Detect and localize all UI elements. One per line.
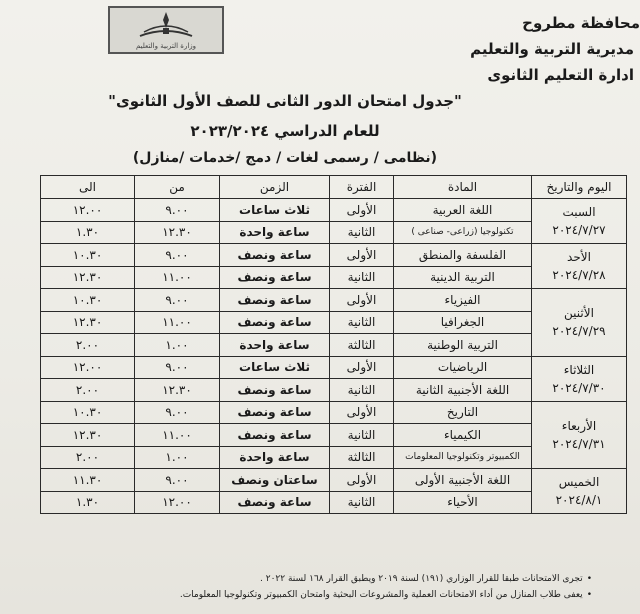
footnote-text: يعفى طلاب المنازل من أداء الامتحانات العملية والمشروعات البحثية وامتحان الكمبيوتر وتكنولوجيا المعلومات.	[179, 590, 583, 600]
day-date: ٢٠٢٤/٧/٢٧	[552, 223, 606, 237]
subject-cell: الفيزياء	[394, 289, 532, 312]
day-name: السبت	[562, 205, 596, 219]
subject-cell: الكيمياء	[394, 424, 532, 447]
footnote-regulations	[260, 574, 592, 584]
to-cell: ١٢.٣٠	[41, 266, 135, 289]
day-name: الأربعاء	[561, 418, 597, 433]
duration-cell: ثلاث ساعات	[220, 199, 330, 222]
day-name: الثلاثاء	[563, 362, 595, 377]
subject-cell: التربية الوطنية	[394, 334, 532, 357]
from-cell: ٩.٠٠	[135, 199, 220, 222]
duration-cell: ساعة ونصف	[220, 379, 330, 402]
day-cell	[532, 401, 627, 469]
to-cell: ١٠.٣٠	[41, 289, 135, 312]
table-row	[41, 244, 627, 267]
student-categories: (نظامى / رسمى لغات / دمج /خدمات /منازل)	[132, 150, 438, 166]
subject-cell: اللغة الأجنبية الثانية	[394, 379, 532, 402]
period-cell: الأولى	[330, 356, 394, 379]
administration-heading: ادارة التعليم الثانوى	[487, 66, 634, 84]
footnote-home-students	[180, 590, 592, 600]
logo-caption: وزارة التربية والتعليم	[135, 42, 197, 50]
table-header-row	[41, 176, 627, 199]
header-from: من	[135, 176, 220, 199]
exam-schedule-table	[40, 175, 627, 514]
subject-cell: الكمبيوتر وتكنولوجيا المعلومات	[394, 446, 532, 469]
to-cell: ١١.٣٠	[41, 469, 135, 492]
period-cell: الأولى	[330, 289, 394, 312]
from-cell: ٩.٠٠	[135, 356, 220, 379]
duration-cell: ثلاث ساعات	[220, 356, 330, 379]
period-cell: الثانية	[330, 311, 394, 334]
day-date: ٢٠٢٤/٨/١	[555, 493, 603, 507]
duration-cell: ساعة ونصف	[220, 244, 330, 267]
governorate-heading: محافظة مطروح	[522, 14, 640, 32]
duration-cell: ساعة ونصف	[220, 424, 330, 447]
academic-year: للعام الدراسي ٢٠٢٣/٢٠٢٤	[190, 122, 380, 140]
to-cell: ١٢.٠٠	[41, 199, 135, 222]
period-cell: الثالثة	[330, 446, 394, 469]
duration-cell: ساعتان ونصف	[220, 469, 330, 492]
period-cell: الثالثة	[330, 334, 394, 357]
subject-cell: الرياضيات	[394, 356, 532, 379]
day-date: ٢٠٢٤/٧/٣٠	[552, 380, 606, 395]
subject-cell: الفلسفة والمنطق	[394, 244, 532, 267]
table-row	[41, 401, 627, 424]
table-row	[41, 289, 627, 312]
subject-cell: اللغة الأجنبية الأولى	[394, 469, 532, 492]
day-cell	[532, 469, 627, 514]
day-cell	[532, 199, 627, 244]
duration-cell: ساعة واحدة	[220, 221, 330, 244]
period-cell: الثانية	[330, 379, 394, 402]
day-date: ٢٠٢٤/٧/٣١	[552, 436, 606, 451]
duration-cell: ساعة ونصف	[220, 289, 330, 312]
to-cell: ٢.٠٠	[41, 446, 135, 469]
header-subject: المادة	[394, 176, 532, 199]
period-cell: الأولى	[330, 199, 394, 222]
header-period: الفترة	[330, 176, 394, 199]
bullet-icon: •	[586, 590, 592, 600]
to-cell: ١٢.٣٠	[41, 424, 135, 447]
duration-cell: ساعة ونصف	[220, 311, 330, 334]
from-cell: ١١.٠٠	[135, 424, 220, 447]
table-row	[41, 356, 627, 379]
from-cell: ١.٠٠	[135, 446, 220, 469]
period-cell: الأولى	[330, 469, 394, 492]
duration-cell: ساعة ونصف	[220, 266, 330, 289]
header-to: الى	[41, 176, 135, 199]
to-cell: ١٢.٠٠	[41, 356, 135, 379]
schedule-title: "جدول امتحان الدور الثانى للصف الأول الثانوى"	[108, 92, 462, 110]
day-name: الأحد	[567, 250, 591, 264]
from-cell: ٩.٠٠	[135, 469, 220, 492]
header-duration: الزمن	[220, 176, 330, 199]
table-row	[41, 199, 627, 222]
subject-cell: التربية الدينية	[394, 266, 532, 289]
from-cell: ١٢.٠٠	[135, 491, 220, 514]
period-cell: الثانية	[330, 491, 394, 514]
table-row	[41, 469, 627, 492]
duration-cell: ساعة ونصف	[220, 401, 330, 424]
to-cell: ١٢.٣٠	[41, 311, 135, 334]
day-name: الخميس	[558, 475, 600, 489]
period-cell: الثانية	[330, 266, 394, 289]
ministry-emblem-icon	[136, 10, 196, 40]
day-name: الأثنين	[564, 306, 594, 321]
subject-cell: اللغة العربية	[394, 199, 532, 222]
from-cell: ١.٠٠	[135, 334, 220, 357]
bullet-icon: •	[586, 574, 592, 584]
day-cell	[532, 244, 627, 289]
day-date: ٢٠٢٤/٧/٢٨	[552, 268, 606, 282]
logo	[108, 6, 224, 54]
from-cell: ١١.٠٠	[135, 266, 220, 289]
to-cell: ١.٣٠	[41, 221, 135, 244]
from-cell: ١٢.٣٠	[135, 221, 220, 244]
to-cell: ١.٣٠	[41, 491, 135, 514]
to-cell: ٢.٠٠	[41, 379, 135, 402]
header-day: اليوم والتاريخ	[532, 176, 627, 199]
from-cell: ٩.٠٠	[135, 289, 220, 312]
period-cell: الأولى	[330, 244, 394, 267]
subject-cell: الأحياء	[394, 491, 532, 514]
from-cell: ١٢.٣٠	[135, 379, 220, 402]
subject-cell: الجغرافيا	[394, 311, 532, 334]
subject-cell: التاريخ	[394, 401, 532, 424]
from-cell: ١١.٠٠	[135, 311, 220, 334]
directorate-heading: مديرية التربية والتعليم	[470, 40, 634, 58]
period-cell: الثانية	[330, 221, 394, 244]
to-cell: ٢.٠٠	[41, 334, 135, 357]
duration-cell: ساعة واحدة	[220, 446, 330, 469]
duration-cell: ساعة واحدة	[220, 334, 330, 357]
duration-cell: ساعة ونصف	[220, 491, 330, 514]
from-cell: ٩.٠٠	[135, 244, 220, 267]
subject-cell: تكنولوجيا (زراعى- صناعى )	[394, 221, 532, 244]
to-cell: ١٠.٣٠	[41, 401, 135, 424]
day-cell	[532, 289, 627, 357]
day-cell	[532, 356, 627, 401]
footnote-text: تجرى الامتحانات طبقا للقرار الوزاري (١٩١) لسنة ٢٠١٩ ويطبق القرار ١٦٨ لسنة ٢٠٢٢ .	[260, 574, 583, 584]
period-cell: الثانية	[330, 424, 394, 447]
to-cell: ١٠.٣٠	[41, 244, 135, 267]
period-cell: الأولى	[330, 401, 394, 424]
from-cell: ٩.٠٠	[135, 401, 220, 424]
day-date: ٢٠٢٤/٧/٢٩	[552, 324, 606, 339]
